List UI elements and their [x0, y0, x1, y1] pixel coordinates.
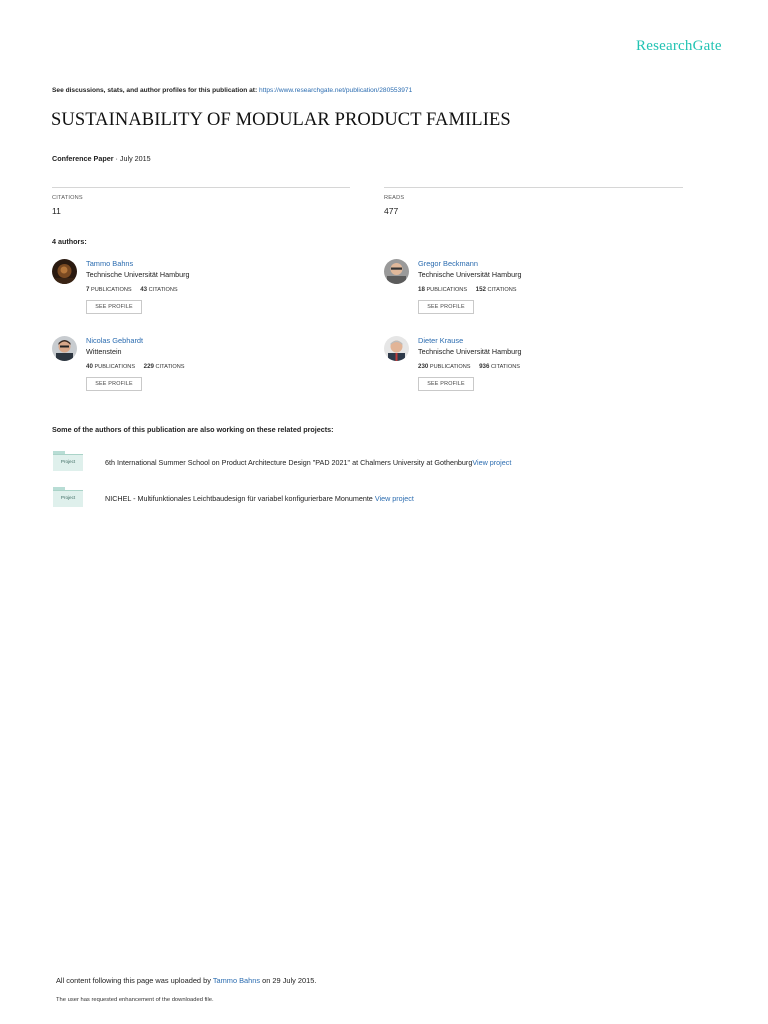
- avatar[interactable]: [384, 336, 409, 361]
- publications-count: 40: [86, 363, 93, 370]
- author-card: [384, 259, 704, 329]
- citations-divider: [52, 187, 350, 188]
- author-name[interactable]: Gregor Beckmann: [418, 259, 478, 268]
- reads-value: 477: [384, 206, 399, 216]
- citations-value: 11: [52, 206, 61, 216]
- citations-label: CITATIONS: [487, 287, 517, 293]
- citations-label: CITATIONS: [148, 287, 178, 293]
- project-title: 6th International Summer School on Product Architecture Design "PAD 2021" at Chalmers University at Gothenburg: [105, 458, 473, 467]
- author-stats: [86, 286, 185, 293]
- publications-label: PUBLICATIONS: [426, 287, 468, 293]
- uploader-link[interactable]: Tammo Bahns: [212, 976, 261, 985]
- avatar[interactable]: [52, 259, 77, 284]
- publications-label: PUBLICATIONS: [94, 364, 136, 370]
- author-name[interactable]: Dieter Krause: [418, 336, 464, 345]
- publications-label: PUBLICATIONS: [429, 364, 471, 370]
- project-item: [105, 494, 414, 503]
- related-projects-label: Some of the authors of this publication are also working on these related projects:: [52, 425, 334, 434]
- publication-link[interactable]: https://www.researchgate.net/publication/280553971: [259, 87, 413, 94]
- citations-label: CITATIONS: [490, 364, 520, 370]
- author-card: [52, 336, 372, 406]
- upload-suffix: on 29 July 2015.: [262, 976, 317, 985]
- publications-label: PUBLICATIONS: [91, 287, 132, 293]
- citations-label: CITATIONS: [155, 364, 185, 370]
- citations-count: 43: [140, 286, 148, 293]
- avatar[interactable]: [52, 336, 77, 361]
- project-folder-label: Project: [60, 495, 76, 500]
- citations-count: 152: [475, 286, 486, 293]
- publications-count: 7: [86, 286, 90, 293]
- paper-type: Conference Paper: [52, 154, 114, 163]
- see-profile-button[interactable]: SEE PROFILE: [86, 300, 142, 314]
- paper-type-line: [52, 154, 151, 163]
- reads-divider: [384, 187, 683, 188]
- researchgate-logo[interactable]: ResearchGate: [636, 38, 722, 54]
- project-title: NICHEL - Multifunktionales Leichtbaudesign für variabel konfigurierbare Monumente: [105, 494, 373, 503]
- author-affiliation: Technische Universität Hamburg: [86, 270, 190, 279]
- project-folder-icon: [53, 451, 83, 471]
- paper-date: · July 2015: [115, 154, 151, 163]
- see-discussions-text: See discussions, stats, and author profiles for this publication at:: [52, 87, 258, 94]
- publications-count: 18: [418, 286, 425, 293]
- reads-label: READS: [384, 195, 405, 201]
- author-stats: [418, 286, 524, 293]
- citations-label: CITATIONS: [52, 195, 83, 201]
- project-folder-label: Project: [60, 459, 76, 464]
- view-project-link[interactable]: View project: [472, 458, 512, 467]
- avatar[interactable]: [384, 259, 409, 284]
- paper-title: SUSTAINABILITY OF MODULAR PRODUCT FAMILIES: [51, 110, 511, 130]
- upload-notice: [56, 976, 316, 985]
- view-project-link[interactable]: View project: [374, 494, 414, 503]
- author-affiliation: Technische Universität Hamburg: [418, 347, 522, 356]
- author-stats: [418, 363, 527, 370]
- author-affiliation: Technische Universität Hamburg: [418, 270, 522, 279]
- see-discussions-line: [52, 87, 412, 94]
- author-name[interactable]: Nicolas Gebhardt: [86, 336, 144, 345]
- author-affiliation: Wittenstein: [86, 347, 122, 356]
- project-item: [105, 458, 511, 467]
- author-card: [384, 336, 704, 406]
- author-stats: [86, 363, 192, 370]
- project-folder-icon: [53, 487, 83, 507]
- citations-count: 229: [143, 363, 154, 370]
- enhancement-notice: The user has requested enhancement of the downloaded file.: [56, 997, 214, 1003]
- author-card: [52, 259, 372, 329]
- authors-label: 4 authors:: [52, 237, 87, 246]
- see-profile-button[interactable]: SEE PROFILE: [418, 300, 474, 314]
- publications-count: 230: [418, 363, 429, 370]
- upload-prefix: All content following this page was uploaded by: [56, 976, 211, 985]
- citations-count: 936: [479, 363, 490, 370]
- see-profile-button[interactable]: SEE PROFILE: [86, 377, 142, 391]
- see-profile-button[interactable]: SEE PROFILE: [418, 377, 474, 391]
- author-name[interactable]: Tammo Bahns: [86, 259, 134, 268]
